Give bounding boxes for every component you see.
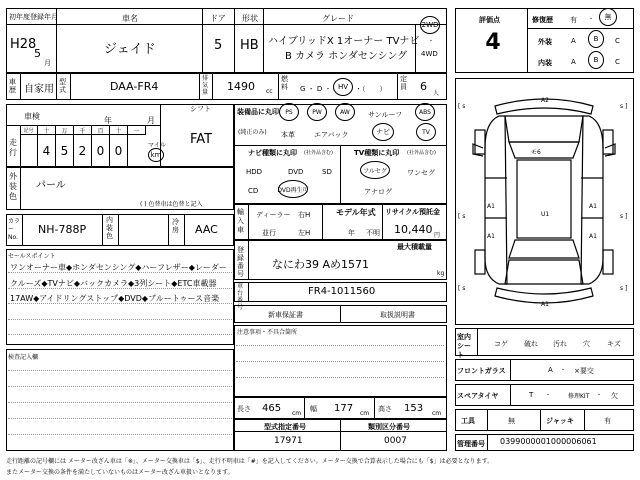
shift-type: FAT (190, 132, 213, 147)
mileage-digit: 0 (110, 134, 128, 167)
equip-aw: AW (335, 103, 355, 121)
mileage-digit: 5 (56, 134, 74, 167)
repair-none-circled: 無 (599, 8, 617, 26)
grade-line2: B カメラ ホンダセンシング (285, 51, 408, 62)
reg-year: H28 (10, 37, 37, 52)
dmg-a1-right2: A1 (589, 233, 597, 240)
svg-text:s ]: s ] (620, 213, 628, 220)
svg-text:s ]: s ] (620, 285, 628, 292)
chassis-number: FR4-1011560 (308, 286, 376, 297)
reg-number: なにわ39 Aめ1571 (272, 258, 370, 271)
mileage-digit (20, 134, 38, 167)
dmg-a2: A2 (541, 97, 549, 104)
dmg-u1: U1 (541, 211, 550, 218)
svg-text:[ s: [ s (458, 103, 466, 110)
digit-header: 万 (56, 126, 74, 134)
digit-header-symbol: 記号 (20, 126, 38, 134)
sales-point-line1: ワンオーナー車◆ホンダセンシング◆ハーフレザー◆レーダー (10, 263, 227, 272)
digit-header: 百 (92, 126, 110, 134)
dmg-a1-right: A1 (589, 203, 597, 210)
interior-grade-b: B (588, 51, 604, 69)
type-number: 17971 (274, 436, 303, 446)
dmg-kanji: モ6 (531, 149, 541, 156)
car-name: ジェイド (104, 42, 156, 57)
digit-header: 十 (38, 126, 56, 134)
reg-month: 5 (34, 47, 41, 60)
equip-navi: ナビ (372, 123, 394, 141)
sales-point-line2: クルーズ◆TVナビ◆バックカメラ◆3列シート◆ETC車載器 (10, 279, 217, 288)
svg-text:[ s: [ s (458, 285, 466, 292)
fuel-hv-circled: HV (333, 78, 353, 96)
reg-year-label: 初年度登録年月 (9, 13, 58, 21)
ac-type: AAC (195, 223, 218, 236)
mileage-digit: 2 (74, 134, 92, 167)
class-number: 0007 (384, 436, 407, 446)
sales-point-line3: 17AW◆アイドリングストップ◆DVD◆ブルートゥース音楽 (10, 294, 220, 303)
svg-text:s ]: s ] (620, 103, 628, 110)
exterior-color: パール (36, 180, 66, 191)
tv-fullseg: フルセグ (360, 161, 390, 179)
door-count: 5 (214, 38, 223, 53)
equip-pw: PW (307, 103, 327, 121)
navi-dvd-play: DVD再生可 (278, 180, 308, 198)
unit-km-circled: km (148, 148, 164, 162)
inspector-block (6, 349, 234, 451)
digit-header: 十 (110, 126, 128, 134)
capacity: 6 (420, 80, 427, 93)
displacement: 1490 (227, 80, 255, 93)
equip-ps: PS (279, 103, 299, 121)
score-value: 4 (485, 30, 501, 55)
name-label: 車名 (122, 14, 138, 23)
recycle-fee: 10,440 (394, 223, 433, 236)
svg-text:[ s: [ s (458, 213, 466, 220)
height: 153 (404, 403, 424, 414)
category: 自家用 (24, 84, 54, 95)
model-code: DAA-FR4 (110, 80, 159, 93)
equip-abs: ABS (415, 103, 435, 121)
length: 465 (262, 403, 282, 414)
mileage-digit: 4 (38, 134, 56, 167)
dmg-a1-rear: A1 (541, 301, 549, 308)
footer-note-1: 走行距離の記号欄には メーター改ざん車は「※」、メーター交換車は「$」、走行不明車は「#」を記入してください。メーター交換で合算表示した場合にも「$」は必要となります。 (6, 458, 494, 465)
dmg-a1-left: A1 (487, 203, 495, 210)
management-number: 0399000001000006061 (500, 437, 597, 446)
body-shape: HB (240, 38, 259, 53)
digit-header: 一 (128, 126, 146, 134)
digit-header: 千 (74, 126, 92, 134)
mileage-digit: 0 (92, 134, 110, 167)
dmg-a1-left2: A1 (487, 233, 495, 240)
grade-line1: ハイブリッドX 1オーナー TVナビ (268, 36, 420, 47)
equip-tv: TV (416, 123, 436, 141)
width: 177 (334, 403, 354, 414)
color-code: NH-788P (38, 223, 87, 236)
drive-2wd-circled: 2WD (420, 16, 440, 34)
car-damage-diagram (455, 78, 634, 325)
footer-note-2: またメーター交換の条件を満たしていないものはメーター改ざん車扱いとなります。 (6, 469, 234, 476)
exterior-grade-b: B (588, 30, 604, 48)
